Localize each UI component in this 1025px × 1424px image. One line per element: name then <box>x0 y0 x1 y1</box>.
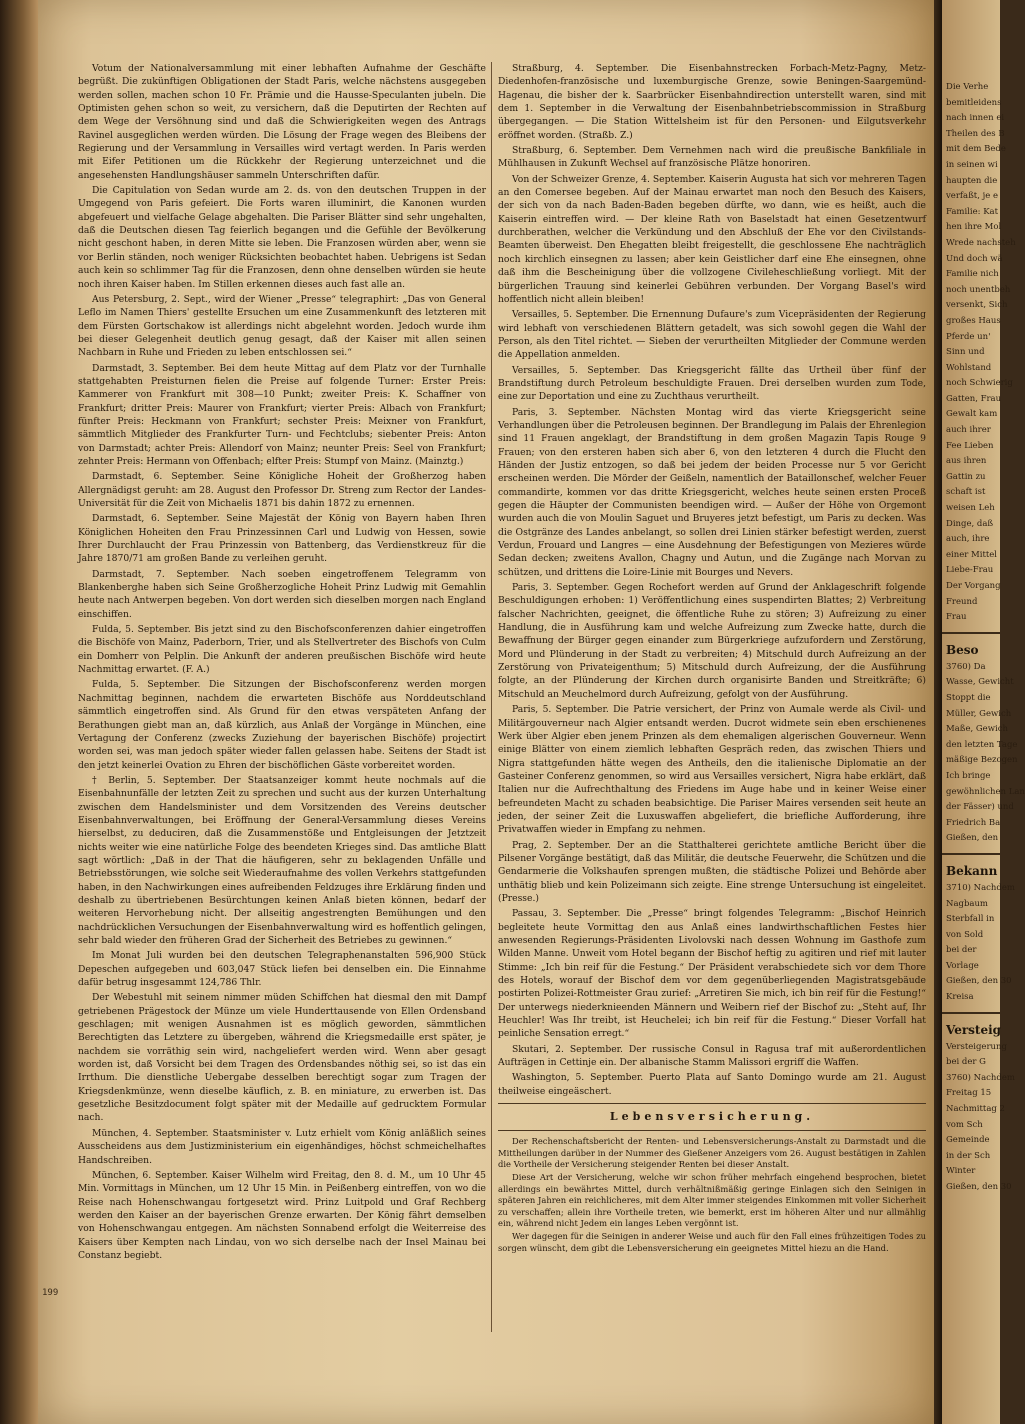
adjacent-page-line: Sinn und <box>946 347 985 358</box>
news-paragraph: Straßburg, 6. September. Dem Vernehmen nach wird die preußische Bankfiliale in Mühlhausen in Zukunft Wechsel auf französische Plätze honoriren. <box>498 145 926 170</box>
adjacent-page-line: Gewalt kam <box>946 409 998 420</box>
adjacent-page-line: Familie nich <box>946 269 999 280</box>
news-paragraph: Versailles, 5. September. Das Kriegsgericht fällte das Urtheil über fünf der Brandstiftung durch Petroleum beschuldigte Frauen. Drei derselben wurden zum Tode, eine zur Deportation und eine zu Zuchthaus verurtheilt. <box>498 364 926 403</box>
left-column <box>78 62 486 1332</box>
adjacent-page-line: Maße, Gewich <box>946 724 1008 735</box>
adjacent-page-line: gewöhnlichen Lan <box>946 786 1025 797</box>
news-paragraph: Aus Petersburg, 2. Sept., wird der Wiener „Presse“ telegraphirt: „Das von General Leflo im Namen Thiers' gestellte Ersuchen um eine Zusammenkunft des letzteren mit dem Fürsten Gortschakow ist allerdings nicht abgelehnt worden. Jedoch wurde ihm bei dieser Gelegenheit deutlich genug gesagt, daß der Kaiser mit allen seinen Nachbarn in Ruhe und Frieden zu leben entschlossen sei.“ <box>78 293 486 359</box>
news-paragraph: Darmstadt, 7. September. Nach soeben eingetroffenem Telegramm von Blankenberghe haben sich Seine Großherzogliche Hoheit Prinz Ludwig mit Gemahlin heute nach Antwerpen begeben. Von dort werden sich dieselben morgen nach England einschiffen. <box>78 568 486 620</box>
insurance-paragraph: Der Rechenschaftsbericht der Renten- und Lebensversicherungs-Anstalt zu Darmstadt und die Mittheilungen darüber in der Nummer des Gießener Anzeigers vom 26. August bestätigen in Zahlen die Vortheile der Versicherung steigender Renten bei dieser Anstalt. <box>498 1136 926 1169</box>
adjacent-page-line: auch ihrer <box>946 425 991 436</box>
adjacent-page-line: Winter <box>946 1166 976 1177</box>
adjacent-page-line: haupten die <box>946 175 998 186</box>
section-rule-top <box>498 1103 926 1104</box>
insurance-section-title: Lebensversicherung. <box>609 1110 815 1124</box>
news-paragraph: Washington, 5. September. Puerto Plata auf Santo Domingo wurde am 21. August theilweise eingeäschert. <box>498 1072 926 1097</box>
adjacent-page-line: versenkt, Sich <box>946 300 1008 311</box>
news-paragraph: Passau, 3. September. Die „Presse“ bringt folgendes Telegramm: „Bischof Heinrich begleitete heute Vormittag den aus Anlaß eines landwirthschaftlichen Festes hier anwesenden Regierungs-Präsidenten Livolovski nach dessen Wohnung im Gasthofe zum Wilden Manne. Unweit vom Hotel begann der Bischof heftig zu agitiren und rief mit lauter Stimme: „Ich bin reif für die Festung.“ Der Präsident verabschiedete sich vor dem Thore des Hotels, worauf der Bischof dem vor dem gegenüberliegenden Magistratsgebäude postirten Polizei-Rottmeister Grau zurief: „Arretiren Sie mich, ich bin reif für die Festung!“ Der unterwegs niederknieenden Männern und Weibern rief der Bischof zu: „Steht auf, Ihr Heuchler! Was Ihr treibt, ist Heuchelei; ich bin reif für die Festung.“ Dieser Vorfall hat peinliche Sensation erregt.“ <box>498 908 926 1040</box>
adjacent-page-line: Freitag 15 <box>946 1088 992 1099</box>
news-paragraph: Im Monat Juli wurden bei den deutschen Telegraphenanstalten 596,900 Stück Depeschen aufgegeben und 603,047 Stück liefen bei denselben ein. Die Einnahme dafür betrug insgesammt 124,786 Thlr. <box>78 950 486 989</box>
adjacent-page-line: noch Schwierig <box>946 378 1013 389</box>
adjacent-page-line: nach innen ei <box>946 113 1005 124</box>
adjacent-page-line: Gatten, Frau <box>946 393 1002 404</box>
news-paragraph: Darmstadt, 3. September. Bei dem heute Mittag auf dem Platz vor der Turnhalle stattgehabten Preisturnen fielen die Preise auf folgende Turner: Erster Preis: Kammerer von Frankfurt mit 308—10 Punkt; zweiter Preis: K. Schaffner von Frankfurt; dritter Preis: Maurer von Frankfurt; vierter Preis: Albach von Frankfurt; fünfter Preis: Heckmann von Frankfurt; sechster Preis: Meixner von Frankfurt, sämmtlich Mitglieder des Frankfurter Turn- und Fechtclubs; siebenter Preis: Anton von Darmstadt; achter Preis: Allendorf von Mainz; neunter Preis: Seel von Frankfurt; zehnter Preis: Hermann von Offenbach; elfter Preis: Stumpf von Mainz. (Mainztg.) <box>78 362 486 467</box>
adjacent-page-line: Gießen, den 30 <box>946 976 1012 987</box>
news-paragraph: Die Capitulation von Sedan wurde am 2. ds. von den deutschen Truppen in der Umgegend von Paris gefeiert. Die Forts waren illuminirt, die Kanonen wurden abgefeuert und vielfache Gelage abgehalten. Die Pariser Blätter sind sehr ungehalten, daß die Deutschen diesen Tag feierlich begangen und die Gefühle der Bevölkerung nicht geschont haben, in deren Mitte sie leben. Die Franzosen würden aber, wenn sie vor Berlin ständen, noch weniger Rücksichten beobachtet haben. Uebrigens ist Sedan auch kein so schlimmer Tag für die Franzosen, denn ohne denselben würden sie heute noch ihren Kaiser haben. Im Stillen erkennen dieses auch fast alle an. <box>78 185 486 290</box>
news-paragraph: München, 6. September. Kaiser Wilhelm wird Freitag, den 8. d. M., um 10 Uhr 45 Min. Vormittags in München, um 12 Uhr 15 Min. in Peißenberg eintreffen, von wo die Reise nach Hohenschwangau fortgesetzt wird. Prinz Luitpold und Graf Rechberg werden den Kaiser an der bayerischen Grenze erwarten. Der König fährt demselben von Hohenschwangau entgegen. Am nächsten Sonnabend erfolgt die Weiterreise des Kaisers über Kempten nach Lindau, von wo sich derselbe nach der Insel Mainau bei Constanz begiebt. <box>78 1169 486 1261</box>
news-paragraph: Fulda, 5. September. Die Sitzungen der Bischofsconferenz werden morgen Nachmittag beginnen, nachdem die erwarteten Bischöfe aus Norddeutschland sämmtlich eingetroffen sind. Als Grund für den etwas verspäteten Anfang der Berathungen giebt man an, daß kürzlich, aus Anlaß der Vorgänge in München, eine Vertagung der Conferenz (zwecks Zuziehung der bayerischen Bischöfe) projectirt worden sei, was man jedoch später wieder fallen gelassen habe. Seitens der Stadt ist den jetzt keinerlei Ovation zu Ehren der bischöflichen Gäste vorbereitet worden. <box>78 679 486 771</box>
news-paragraph: München, 4. September. Staatsminister v. Lutz erhielt vom König anläßlich seines Ausscheidens aus dem Justizministerium ein eigenhändiges, höchst schmeichelhaftes Handschreiben. <box>78 1127 486 1166</box>
adjacent-page-line: Wrede nachsteh <box>946 237 1016 248</box>
adjacent-page-line: einer Mittel <box>946 549 998 560</box>
adjacent-page-rule <box>942 853 1000 855</box>
adjacent-page-line: Wohlstand <box>946 362 992 373</box>
adjacent-page-line: Nachmittag 2 <box>946 1104 1005 1115</box>
adjacent-page-heading: Versteig <box>946 1022 1002 1037</box>
news-paragraph: Versailles, 5. September. Die Ernennung Dufaure's zum Vicepräsidenten der Regierung wird lebhaft von verschiedenen Blättern getadelt, was sich sowohl gegen die Wahl der Person, als den Titel richtet. — Sieben der verurtheilten Mitglieder der Commune werden die Appellation anmelden. <box>498 309 926 361</box>
adjacent-page-line: Ich bringe <box>946 770 991 781</box>
news-paragraph: Darmstadt, 6. September. Seine Majestät der König von Bayern haben Ihren Königlichen Hoheiten den Frau Prinzessinnen Carl und Ludwig von Hessen, sowie Ihrer Durchlaucht der Frau Prinzessin von Battenberg, das Verdienstkreuz für die Jahre 1870/71 am großen Bande zu verleihen geruht. <box>78 513 486 565</box>
news-paragraph: Prag, 2. September. Der an die Statthalterei gerichtete amtliche Bericht über die Pilsener Vorgänge bestätigt, daß das Militär, die deutsche Feuerwehr, die Schützen und die Gendarmerie die Volkshaufen sprengen mußten, die städtische Polizei und Behörde aber unthätig blieb und kein Polizeimann sich zeigte. Eine strenge Untersuchung ist eingeleitet. (Presse.) <box>498 839 926 904</box>
adjacent-page-line: aus ihren <box>946 456 987 467</box>
right-column <box>498 62 926 1332</box>
adjacent-page-line: Freund <box>946 596 978 607</box>
adjacent-page-strip <box>942 0 1025 1424</box>
adjacent-page-rule <box>942 1012 1000 1014</box>
insurance-paragraph: Diese Art der Versicherung, welche wir schon früher mehrfach eingehend besprochen, bietet allerdings ein bewährtes Mittel, durch verhältnißmäßig geringe Einlagen sich den Seinigen in späteren Jahren ein reichlicheres, mit dem Alter immer steigendes Einkommen mit voller Sicherheit zu verschaffen; allein ihre Vortheile treten, wie bemerkt, erst im höheren Alter und nur allmählig ein, während nicht Jedem ein langes Leben vergönnt ist. <box>498 1172 926 1228</box>
adjacent-page-line: auch, ihre <box>946 534 990 545</box>
adjacent-page-line: in seinen wi <box>946 159 998 170</box>
adjacent-page-line: Wasse, Gewicht <box>946 677 1014 688</box>
adjacent-page-line: den letzten Tage <box>946 739 1018 750</box>
adjacent-page-line: bemitleidens <box>946 97 1002 108</box>
adjacent-page-line: Müller, Gewich <box>946 708 1012 719</box>
page-margin-number: 199 <box>42 1288 59 1298</box>
adjacent-page-line: der Fässer) und <box>946 802 1014 813</box>
adjacent-page-line: noch unentbeh <box>946 284 1011 295</box>
adjacent-page-line: von Sold <box>946 929 984 940</box>
adjacent-page-line: vom Sch <box>946 1119 983 1130</box>
adjacent-page-line: Sterbfall in <box>946 914 995 925</box>
news-paragraph: Skutari, 2. September. Der russische Consul in Ragusa traf mit außerordentlichen Aufträgen in Cettinje ein. Der albanische Stamm Malissori ergriff die Waffen. <box>498 1043 926 1069</box>
adjacent-page-line: mäßige Bezogen <box>946 755 1018 766</box>
adjacent-page-line: weisen Leh <box>946 503 995 514</box>
adjacent-page-line: verfaßt, je e <box>946 191 999 202</box>
adjacent-page-line: Dinge, daß <box>946 518 994 529</box>
adjacent-page-line: Gießen, den 30 <box>946 1182 1012 1192</box>
book-gutter <box>934 0 942 1424</box>
adjacent-page-line: Theilen des B <box>946 128 1005 139</box>
adjacent-page-heading: Bekann <box>946 863 998 878</box>
adjacent-page-line: Fee Lieben <box>946 440 994 451</box>
adjacent-page-line: Gemeinde <box>946 1135 990 1146</box>
adjacent-page-line: Versteigerung <box>946 1041 1007 1052</box>
right-column-news <box>498 62 926 1098</box>
news-paragraph: Paris, 5. September. Die Patrie versichert, der Prinz von Aumale werde als Civil- und Militärgouverneur nach Algier entsandt werden. Ducrot widmete sein eben erschienenes Werk über Algier eben jenem Prinzen als dem ehemaligen algerischen Gouverneur. Wenn einige Blätter von einem ziemlich lebhaften Gespräch reden, das zwischen Thiers und Nigra stattgefunden hätte wegen des Antheils, den die italienische Diplomatie an der Gasteiner Conferenz genommen, so wird aus Versailles versichert, Nigra habe erklärt, daß Italien nur die Aufrechthaltung des Friedens im Auge habe und in keiner Weise einer befreundeten Macht zu schaden beabsichtige. Die Pariser Maires versenden seit heute an jeden, der seiner Zeit die Luxuswaffen abgeliefert, die briefliche Aufforderung, ihre Privatwaffen wieder in Empfang zu nehmen. <box>498 704 926 836</box>
adjacent-page-line: Pferde un' <box>946 331 991 342</box>
adjacent-page-line: bei der G <box>946 1057 986 1068</box>
adjacent-page-line: mit dem Bede <box>946 144 1006 155</box>
adjacent-page-line: bei der <box>946 945 977 956</box>
section-rule-bottom <box>498 1130 926 1131</box>
adjacent-page-line: Familie: Kat <box>946 206 999 217</box>
adjacent-page-line: Frau <box>946 612 967 623</box>
adjacent-page-line: Vorlage <box>946 960 979 971</box>
news-paragraph: Straßburg, 4. September. Die Eisenbahnstrecken Forbach-Metz-Pagny, Metz-Diedenhofen-französische und luxemburgische Grenze, sowie Beningen-Saargemünd-Hagenau, die bisher der k. Saarbrücker Eisenbahndirection unterstellt waren, sind mit dem 1. September in die Verwaltung der Eisenbahnbetriebscommission in Straßburg übergegangen. — Die Station Wittelsheim ist für den Personen- und Eilgutsverkehr eröffnet worden. (Straßb. Z.) <box>498 63 926 141</box>
book-binding-edge <box>0 0 38 1424</box>
news-paragraph: Fulda, 5. September. Bis jetzt sind zu den Bischofsconferenzen dahier eingetroffen die Bischöfe von Mainz, Paderborn, Trier, und als Stellvertreter des Bischofs von Culm ein Domherr von Pelplin. Die Ankunft der anderen preußischen Bischöfe wird heute Nachmittag erwartet. (F. A.) <box>78 624 486 676</box>
adjacent-page-heading: Beso <box>946 642 979 657</box>
adjacent-page-line: in der Sch <box>946 1150 991 1161</box>
insurance-section-body <box>498 1136 926 1254</box>
adjacent-page-line: großes Haus <box>946 315 1001 326</box>
adjacent-page-line: Nagbaum <box>946 898 988 909</box>
column-divider <box>491 62 492 1332</box>
adjacent-page-line: 3710) Nachdem <box>946 882 1015 893</box>
news-paragraph: Votum der Nationalversammlung mit einer lebhaften Aufnahme der Geschäfte begrüßt. Die zukünftigen Obligationen der Stadt Paris, welche nächstens ausgegeben werden sollen, machen schon 10 Fr. Prämie und die Hausse-Speculanten jubeln. Die Optimisten gehen schon so weit, zu versichern, daß die Deputirten der Rechten auf dem Wege der Versöhnung sind und daß die Schwierigkeiten wegen des Antrags Ravinel ausgeglichen werden würden. Die Lösung der Frage wegen des Bleibens der Regierung und der Versammlung in Versailles wird vertagt werden. In Paris werden mit Eifer Petitionen um die Rückkehr der Regierung unterzeichnet und die angesehensten Handlungshäuser sammeln Unterschriften dafür. <box>78 63 486 181</box>
adjacent-page-line: Der Vorgang <box>946 581 1001 591</box>
adjacent-page-line: Die Verhe <box>946 82 989 92</box>
adjacent-page-line: Friedrich Ba <box>946 817 1001 828</box>
news-paragraph: Darmstadt, 6. September. Seine Königliche Hoheit der Großherzog haben Allergnädigst geruht: am 28. August den Professor Dr. Streng zum Rector der Landes-Universität für die Zeit von Michaelis 1871 bis dahin 1872 zu ernennen. <box>78 471 486 509</box>
adjacent-page-line: Gattin zu <box>946 471 986 482</box>
adjacent-page-line: Gießen, den <box>946 833 999 844</box>
news-paragraph: † Berlin, 5. September. Der Staatsanzeiger kommt heute nochmals auf die Eisenbahnunfälle der letzten Zeit zu sprechen und sucht aus der kurzen Unterhaltung zwischen dem Handelsminister und dem Vorsitzenden des Vereins deutscher Eisenbahnverwaltungen, bei Eröffnung der General-Versammlung dieses Vereins hierselbst, zu deduciren, daß die Zusammenstöße und Entgleisungen der Jetztzeit nichts weiter wie eine natürliche Folge des beendeten Krieges sind. Das amtliche Blatt sagt wörtlich: „Daß in der That die häufigeren, sehr zu beklagenden Unfälle und Betriebsstörungen, wie solche seit Wiederaufnahme des vollen Verkehrs stattgefunden haben, in den Nachwirkungen eines aufreibenden Feldzuges ihre Erklärung finden und deshalb zu übertriebenen Besürchtungen keinen Anlaß bieten können, bedarf der weiteren Hervorhebung nicht. Der allseitig angestrengten Bemühungen und den nachdrücklichen Versuchungen der Eisenbahnverwaltung wird es hoffentlich gelingen, sehr bald wieder den früheren Grad der Sicherheit des Betriebes zu gewinnen.“ <box>78 774 486 946</box>
news-paragraph: Paris, 3. September. Gegen Rochefort werden auf Grund der Anklageschrift folgende Beschuldigungen erhoben: 1) Veröffentlichung eines suspendirten Blattes; 2) Verbreitung falscher Nachrichten, geeignet, die öffentliche Ruhe zu stören; 3) Aufreizung zu einer Handlung, die in Ausführung kam und welche Aufreizung zum Zwecke hatte, durch die Bewaffnung der Bürger gegen einander zum Bürgerkriege aufzufordern und Zerstörung, Mord und Plünderung in der Stadt zu verbreiten; 4) Mitschuld durch Aufreizung an der Zerstörung von Privateigenthum; 5) Mitschuld durch Aufreizung, der die Ausführung folgte, an der Plünderung der Kirchen durch organisirte Banden und Streitkräfte; 6) Mitschuld an Meuchelmord durch Aufreizung, gefolgt von der Ausführung. <box>498 582 926 700</box>
insurance-paragraph: Wer dagegen für die Seinigen in anderer Weise und auch für den Fall eines frühzeitigen Todes zu sorgen wünscht, dem gibt die Lebensversicherung ein geeignetes Mittel hiezu an die Hand. <box>498 1231 926 1253</box>
adjacent-page-line: Kreisa <box>946 992 974 1003</box>
adjacent-page-rule <box>942 632 1000 634</box>
adjacent-page-line: Und doch wä <box>946 253 1003 264</box>
news-paragraph: Von der Schweizer Grenze, 4. September. Kaiserin Augusta hat sich vor mehreren Tagen an den Comersee begeben. Auf der Mainau erwartet man noch den Besuch des Kaisers, der sich von da nach Baden-Baden begeben dürfte, wo dann, wie es heißt, auch die Kaiserin eintreffen wird. — Der kleine Rath von Baselstadt hat einen Gesetzentwurf durchberathen, welcher die Verkündung und den Abschluß der Ehe vor den Civilstands-Beamten überweist. Den Ehegatten bleibt freigestellt, die geschlossene Ehe nachträglich noch kirchlich einsegnen zu lassen; aber kein Geistlicher darf eine Ehe einsegnen, ohne daß ihm die Bescheinigung über die vollzogene Civileheschließung vorliegt. Mit der bürgerlichen Trauung sind keinerlei Gebühren verbunden. Der Vorgang Basel's wird hoffentlich nicht allein bleiben! <box>498 173 926 305</box>
news-paragraph: Der Webestuhl mit seinem nimmer müden Schiffchen hat diesmal den mit Dampf getriebenen Prägestock der Münze um viele Hunderttausende von Ellen Ordensband geschlagen; mit wenigen Ausnahmen ist es möglich geworden, sämmtlichen Berechtigten das Letztere zu übergeben, während die Kriegsmedaille erst später, je nachdem sie vorräthig sein wird, nachgeliefert werden wird. Wenn aber gesagt worden ist, daß Vorsicht bei dem Tragen des Ordensbandes nöthig sei, so ist das ein Irrthum. Die dienstliche Uebergabe desselben berechtigt sogar zum Tragen der Kriegsdenkmünze, wenn dieselbe käuflich, z. B. en miniature, zu erwerben ist. Das gesetzliche Besitzdocument folgt später mit der Medaille auf gedrucktem Formular nach. <box>78 992 486 1124</box>
adjacent-page-line: Liebe-Frau <box>946 565 994 576</box>
news-paragraph: Paris, 3. September. Nächsten Montag wird das vierte Kriegsgericht seine Verhandlungen über die Petroleusen beginnen. Der Brandlegung im Palais der Ehrenlegion sind 11 Frauen angeklagt, der Brandstiftung in dem großen Magazin Tapis Rouge 9 Frauen; von den ersteren haben sich aber 6, von den letzteren 4 durch die Flucht den Händen der Justiz entzogen, so daß bei jedem der beiden Processe nur 5 vor Gericht erscheinen werden. Die Mörder der Geißeln, namentlich der Bataillonschef, welcher Feuer commandirte, kommen vor das dritte Kriegsgericht, welches heute seinen ersten Proceß gegen die Häupter der Communisten beendigen wird. — Außer der Höhe von Orgemont wurden auch die von Moulin Saguet und Bruyeres jetzt befestigt, um Paris zu decken. Was die Ostgränze des Landes anbelangt, so sollen drei Linien stärker befestigt werden, zuerst Verdun, Frouard und Langres — eine Ausdehnung der Befestigungen von Mezieres würde Sedan decken; zweitens Avallon, Chagny und Autun, und die Zugänge nach Morvan zu schützen, und drittens die Loire-Linie mit Bourges und Nevers. <box>498 406 926 578</box>
adjacent-page-line: 3760) Nachdem <box>946 1072 1015 1083</box>
adjacent-page-line: schaft ist <box>946 487 986 498</box>
adjacent-page-line: 3760) Da <box>946 661 986 672</box>
adjacent-page-line: hen ihre Mol <box>946 222 1002 233</box>
adjacent-page-line: Stoppt die <box>946 692 991 703</box>
